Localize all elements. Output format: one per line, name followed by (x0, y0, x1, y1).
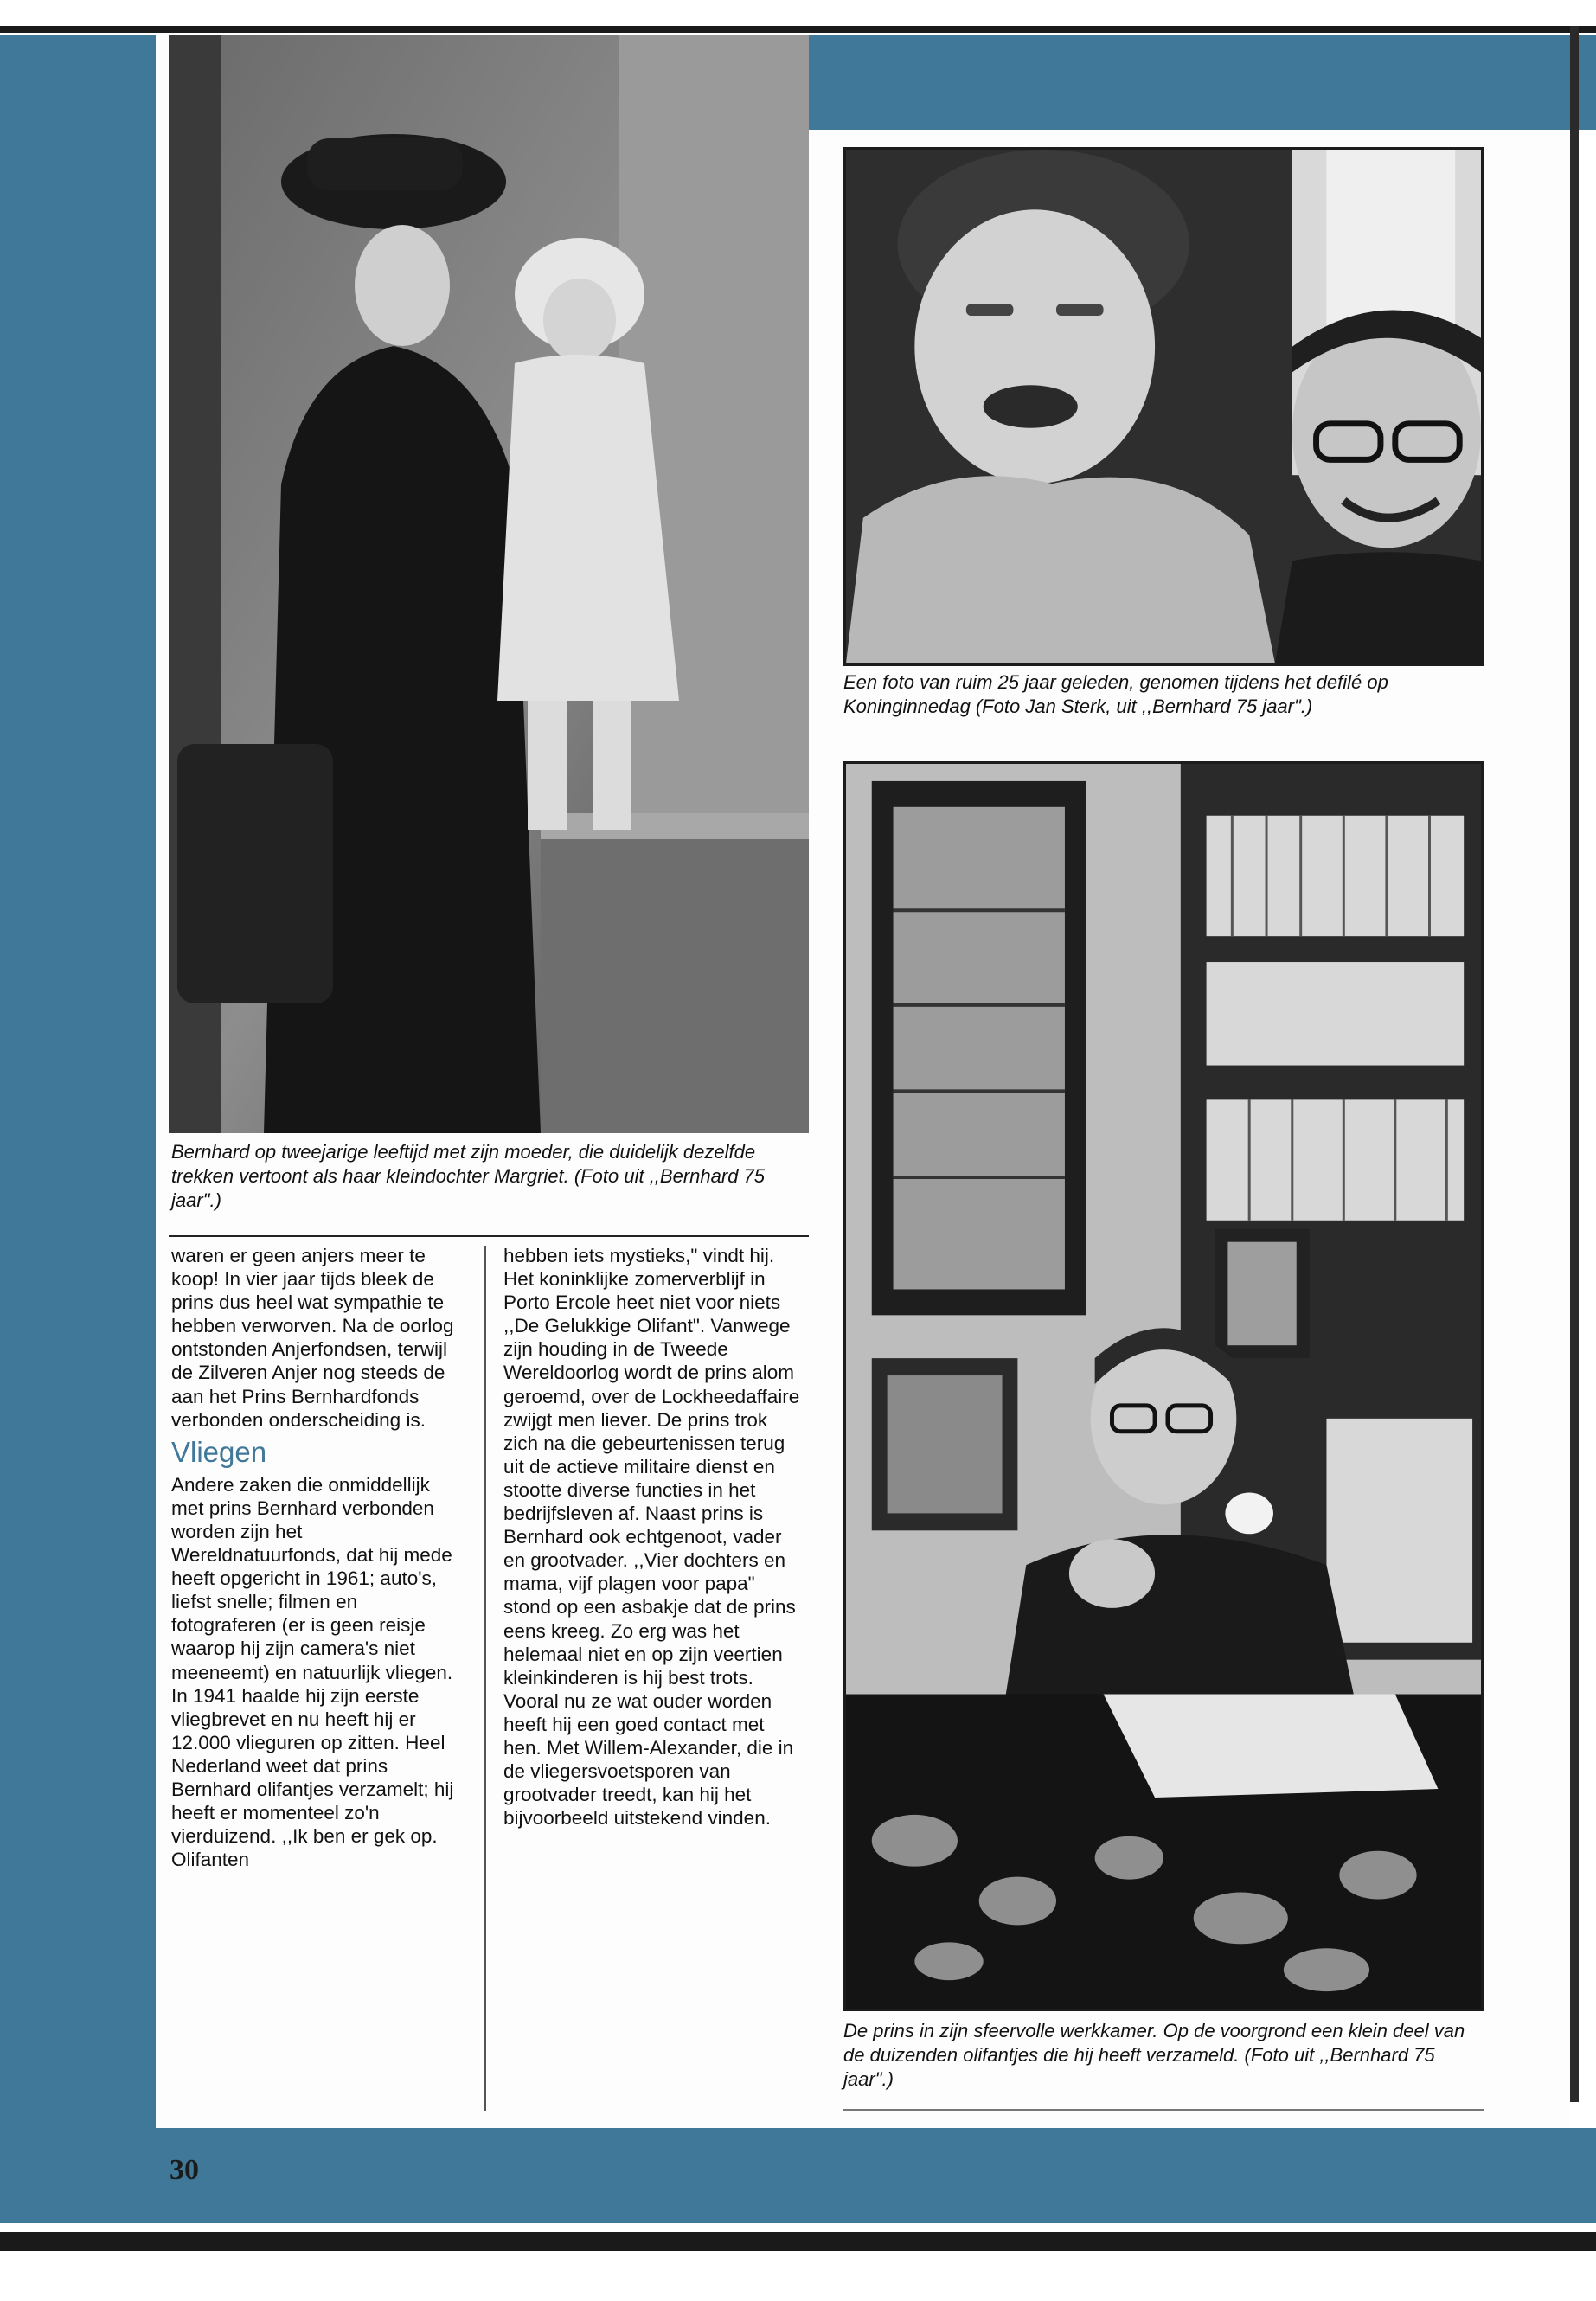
column-separator (484, 1246, 486, 2111)
photo-couple-laughing-icon (846, 150, 1481, 663)
page-number: 30 (170, 2154, 199, 2186)
article-col1-intro: waren er geen anjers meer te koop! In vier jaar tijds bleek de prins dus heel wat sympathie te hebben verworven. Na de oorlog ontstonden Anjerfondsen, terwijl de Zilveren Anjer nog steeds de aan het Prins Bernhardfonds verbonden onderscheiding is. (171, 1245, 454, 1431)
top-accent-band (804, 35, 1596, 130)
caption-rule-right (843, 2109, 1484, 2111)
top-edge-line (0, 26, 1596, 33)
caption-left-photo: Bernhard op tweejarige leeftijd met zijn moeder, die duidelijk dezelfde trekken vertoont als haar kleindochter Margriet. (Foto uit ,,Bernhard 75 jaar".) (171, 1141, 766, 1211)
article-column-1 (171, 1244, 465, 1871)
bottom-accent-band (0, 2128, 1596, 2223)
photo-bernhard-mother-icon (169, 35, 809, 1133)
photo-mother-child (169, 35, 809, 1133)
left-accent-band (0, 35, 156, 2223)
section-heading-vliegen: Vliegen (171, 1435, 267, 1468)
article-column-2 (503, 1244, 806, 1830)
photo-prince-study-icon (846, 764, 1481, 2009)
article-col1-body: Andere zaken die onmiddellijk met prins Bernhard verbonden worden zijn het Wereldnatuurfonds, dat hij mede heeft opgericht in 1961; auto's, liefst snelle; filmen en fotograferen (er is geen reisje waarop hij zijn camera's niet meeneemt) en natuurlijk vliegen. In 1941 haalde hij zijn eerste vliegbrevet en nu heeft hij er 12.000 vlieguren op zitten. Heel Nederland weet dat prins Bernhard olifantjes verzamelt; hij heeft er momenteel zo'n vierduizend. ,,Ik ben er gek op. Olifanten (171, 1473, 454, 1871)
bottom-edge-line (0, 2232, 1596, 2251)
caption-rule-left (169, 1235, 809, 1237)
caption-bottom-right-photo: De prins in zijn sfeervolle werkkamer. Op de voorgrond een klein deel van de duizenden olifantjes die hij heeft verzameld. (Foto uit ,,Bernhard 75 jaar".) (843, 2020, 1465, 2090)
photo-prince-study (843, 761, 1484, 2011)
caption-top-right-photo: Een foto van ruim 25 jaar geleden, genomen tijdens het defilé op Koninginnedag (Foto Jan Sterk, uit ,,Bernhard 75 jaar".) (843, 671, 1388, 717)
right-edge-line (1570, 26, 1579, 2102)
article-col2-text: hebben iets mystieks," vindt hij. Het koninklijke zomerverblijf in Porto Ercole heet niet voor niets ,,De Gelukkige Olifant". Vanwege zijn houding in de Tweede Wereldoorlog wordt de prins alom geroemd, over de Lockheedaffaire zwijgt men liever. De prins trok zich na die gebeurtenissen terug uit de actieve militaire dienst en stootte diverse functies in het bedrijfsleven af. Naast prins is Bernhard ook echtgenoot, vader en grootvader. ,,Vier dochters en mama, vijf plagen voor papa" stond op een asbakje dat de prins eens kreeg. Zo erg was het helemaal niet en op zijn veertien kleinkinderen is hij best trots. Vooral nu ze wat ouder worden heeft hij een goed contact met hen. Met Willem-Alexander, die in de vliegersvoetsporen van grootvader treedt, kan hij het bijvoorbeeld uitstekend vinden. (503, 1245, 800, 1830)
photo-laughing-couple (843, 147, 1484, 666)
